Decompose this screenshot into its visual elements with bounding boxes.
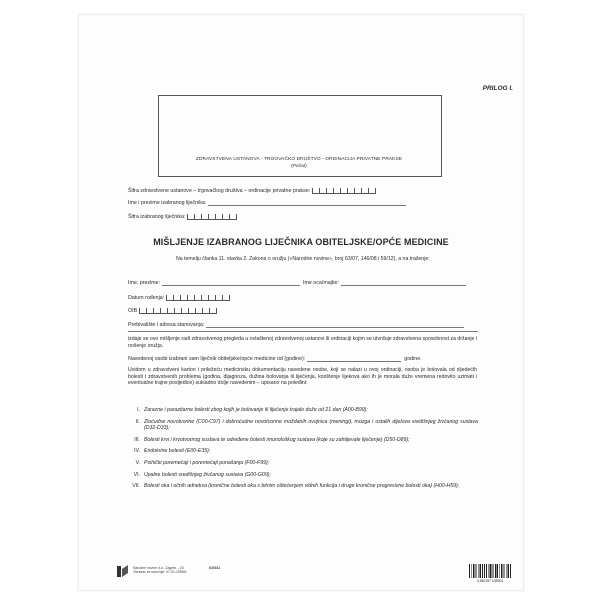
field-ime-prezime[interactable] <box>128 280 300 286</box>
footer-code: 640341 <box>209 566 221 570</box>
field-label: OIB <box>128 308 138 314</box>
uvid-paragraph: Uvidom u zdravstveni karton i priležeću medicinsku dokumentaciju navedene osobe, koji se nalazi u ovoj ordinaciji, osoba je bolovala od sljedećih bolesti i zdravstvenih problema (godina, dijagnoza, dužina bolovanja ili liječenja, korištenje lijekova ako ih je morala duže vremena redovito uzimati i eventualne trajne posljedice) sukladno dolje navedenim – upisano na poleđini: <box>128 367 477 387</box>
intro-paragraph: Na temelju članka 11. stavka 2. Zakona o oružju («Narodne novine», broj 63/07, 146/08 i 59/12), a na traženje: <box>176 256 430 262</box>
barcode-icon <box>469 564 511 578</box>
field-sifra-ustanove[interactable] <box>128 188 376 194</box>
list-item: VII. Bolesti oka i očnih adneksa (kronične bolesti oka s bitnim oštećenjem vidnih funkcija i druge kronične progresivne bolesti oka) (H00-H59); <box>132 483 460 490</box>
field-ime-lijecnika[interactable] <box>128 200 406 206</box>
prebivaliste-line-2[interactable] <box>128 331 478 332</box>
prebivaliste-line[interactable] <box>206 322 464 328</box>
field-label: Šifra izabranog liječnika: <box>128 214 186 220</box>
field-label: Ime oca/majke: <box>303 280 339 286</box>
field-sifra-lijecnika[interactable] <box>128 214 237 220</box>
ime-prezime-line[interactable] <box>162 280 300 286</box>
digit-boxes[interactable] <box>139 308 217 314</box>
field-label: Ime i prezime izabranog liječnika: <box>128 200 207 206</box>
list-item: I. Zarazne i parazitarne bolesti zbog kojih je bolovanje ili liječenje trajalo duže od 21 dan (A00-B99); <box>137 407 368 413</box>
list-item: VI. Upalne bolesti središnjeg živčanog sustava (G00-G09); <box>133 471 271 478</box>
field-izabrani-od[interactable] <box>128 356 422 362</box>
ime-oca-line[interactable] <box>341 280 466 286</box>
barcode-number: 3 850197 108304 <box>476 579 504 583</box>
field-label: Navedenoj osobi izabrani sam liječnik obiteljske/opće medicine od (godine): <box>128 356 306 362</box>
stamp-seal-label: (Pečat) <box>291 164 307 169</box>
publisher-logo-icon <box>116 564 130 578</box>
prilog-label: PRILOG I. <box>482 85 513 92</box>
digit-boxes[interactable] <box>187 214 237 220</box>
field-ime-oca[interactable] <box>303 280 466 286</box>
list-item: III. Bolesti krvi i krvotvornog sustava te određene bolesti imunološkog sustava (koje su zahtijevale liječenje) (D50-D89); <box>134 436 410 443</box>
stamp-caption: ZDRAVSTVENA USTANOVA - TRGOVAČKO DRUŠTVO - ORDINACIJA PRIVATNE PRAKSE <box>195 157 403 162</box>
list-item: V. Psihički poremećaji i poremećaji ponašanja (F00-F99); <box>135 459 270 466</box>
list-item: IV. Endokrine bolesti (E00-E35); <box>134 448 211 455</box>
field-label: Datum rođenja: <box>128 295 165 301</box>
izdaje-paragraph: izdaje se ovo mišljenje radi zdravstvenog pregleda u ovlaštenoj zdravstvenoj ustanovi ili ordinaciji kojim se utvrđuje zdravstvena sposobnost za držanje i nošenje oružja. <box>128 336 477 349</box>
ime-lijecnika-line[interactable] <box>208 200 406 206</box>
footer-publisher: Narodne novine d.d., Zagreb – 20 Obrazac se naručuje: 07-01-1999/6 <box>133 566 187 575</box>
diagnosis-list <box>128 407 478 490</box>
page-title: MIŠLJENJE IZABRANOG LIJEČNIKA OBITELJSKE/OPĆE MEDICINE <box>153 237 449 247</box>
godina-line[interactable] <box>307 356 401 362</box>
form-sheet <box>78 14 524 591</box>
field-label: Prebivalište i adresa stanovanja: <box>128 322 205 328</box>
digit-boxes[interactable] <box>312 188 376 194</box>
field-label: Ime, prezime: <box>128 280 161 286</box>
field-label: Šifra zdravstvene ustanove – trgovačkog društva – ordinacije privatne prakse: <box>128 188 311 194</box>
field-oib[interactable] <box>128 308 217 314</box>
field-suffix: godine. <box>404 356 422 362</box>
field-datum-rodjenja[interactable] <box>128 295 230 301</box>
list-item: II. Zloćudne novotvorine (C00-C97) i dobroćudne novotvorine moždanih ovojnica (meningi), mozga i ostalih dijelova središnjeg živčanog sustava (D32-D33); <box>135 418 478 432</box>
digit-boxes[interactable] <box>166 295 230 301</box>
field-prebivaliste[interactable] <box>128 322 464 328</box>
